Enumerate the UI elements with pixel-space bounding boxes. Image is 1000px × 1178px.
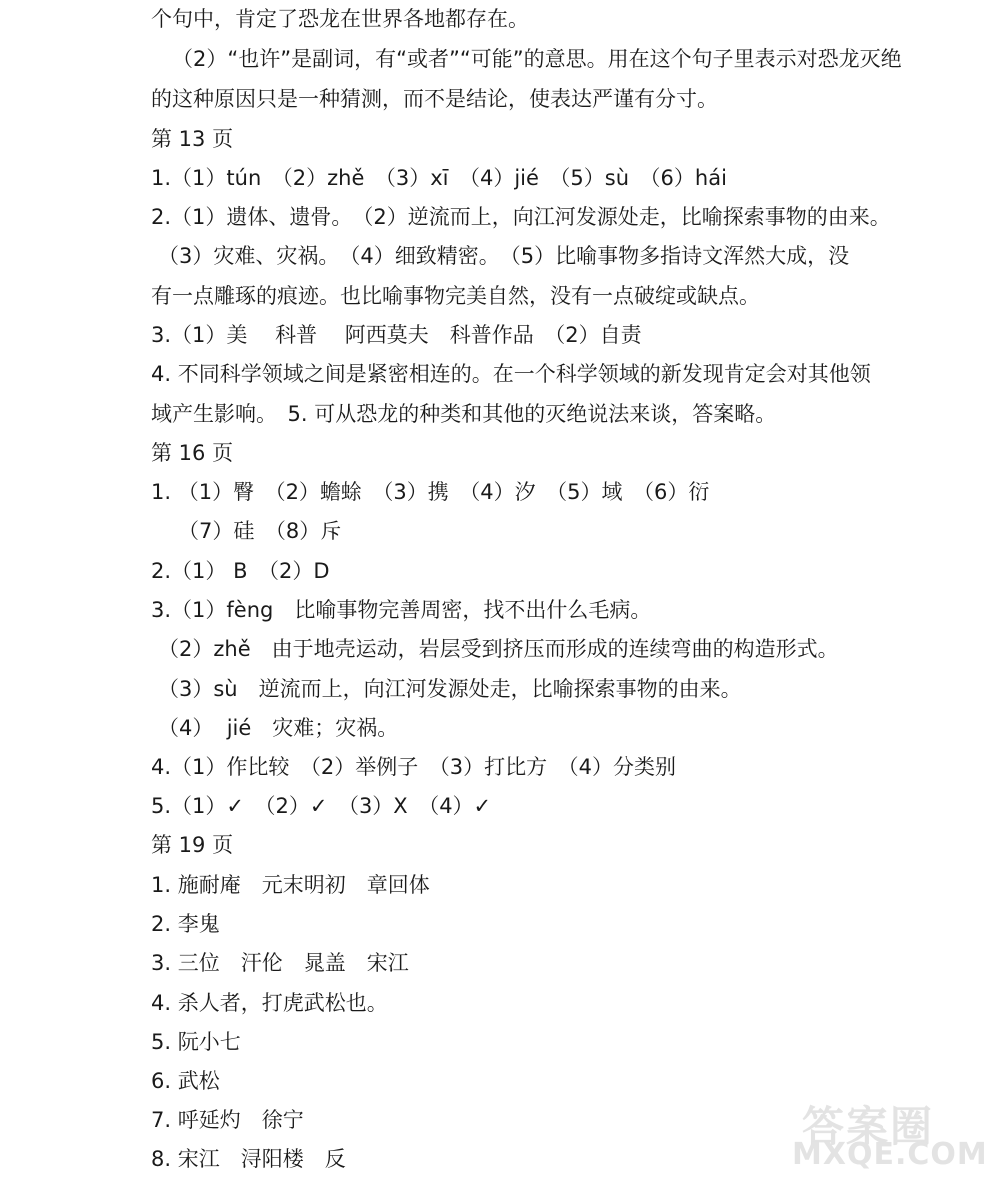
text-line: 2.（1） B （2）D — [151, 559, 330, 583]
text-line: 有一点雕琢的痕迹。也比喻事物完美自然，没有一点破绽或缺点。 — [151, 284, 760, 308]
text-line: （4） jié 灾难；灾祸。 — [158, 716, 399, 740]
section-heading: 第 13 页 — [151, 127, 234, 151]
text-line: 1.（1）tún （2）zhě （3）xī （4）jié （5）sù （6）hái — [151, 166, 727, 190]
text-line: 3.（1）美 科普 阿西莫夫 科普作品 （2）自责 — [151, 323, 642, 347]
text-line: （3）sù 逆流而上，向江河发源处走，比喻探索事物的由来。 — [158, 677, 742, 701]
text-line: 2.（1）遗体、遗骨。 （2）逆流而上，向江河发源处走，比喻探索事物的由来。 — [151, 205, 891, 229]
watermark-logo-text: 答案圈 — [802, 1102, 935, 1151]
text-line: 2. 李鬼 — [151, 912, 220, 936]
text-line: 4.（1）作比较 （2）举例子 （3）打比方 （4）分类别 — [151, 755, 676, 779]
text-line: 4. 杀人者，打虎武松也。 — [151, 991, 388, 1015]
text-line: 1. 施耐庵 元末明初 章回体 — [151, 873, 430, 897]
text-line: 的这种原因只是一种猜测，而不是结论，使表达严谨有分寸。 — [151, 87, 718, 111]
text-line: 个句中，肯定了恐龙在世界各地都存在。 — [151, 7, 529, 31]
text-line: 5.（1）✓ （2）✓ （3）X （4）✓ — [151, 794, 492, 818]
text-line: （2）“也许”是副词，有“或者”“可能”的意思。用在这个句子里表示对恐龙灭绝 — [172, 47, 902, 71]
text-line: 7. 呼延灼 徐宁 — [151, 1108, 304, 1132]
text-line: 1. （1）臀 （2）蟾蜍 （3）携 （4）汐 （5）域 （6）衍 — [151, 480, 710, 504]
text-line: （2）zhě 由于地壳运动，岩层受到挤压而形成的连续弯曲的构造形式。 — [158, 637, 839, 661]
text-line: 6. 武松 — [151, 1069, 220, 1093]
text-line: （3）灾难、灾祸。 （4）细致精密。 （5）比喻事物多指诗文浑然大成，没 — [158, 244, 850, 268]
watermark-url: MXQE.COM — [792, 1137, 988, 1172]
text-line: 域产生影响。 5. 可从恐龙的种类和其他的灭绝说法来谈，答案略。 — [151, 402, 777, 426]
text-line: 8. 宋江 浔阳楼 反 — [151, 1147, 346, 1171]
watermark-logo — [792, 1094, 992, 1172]
text-line: 3. 三位 汗伦 晁盖 宋江 — [151, 951, 409, 975]
text-line: 4. 不同科学领域之间是紧密相连的。在一个科学领域的新发现肯定会对其他领 — [151, 362, 871, 386]
text-line: 5. 阮小七 — [151, 1030, 241, 1054]
section-heading: 第 19 页 — [151, 833, 234, 857]
text-line: 3.（1）fèng 比喻事物完善周密，找不出什么毛病。 — [151, 598, 652, 622]
text-line: （7）硅 （8）斥 — [178, 519, 342, 543]
section-heading: 第 16 页 — [151, 441, 234, 465]
